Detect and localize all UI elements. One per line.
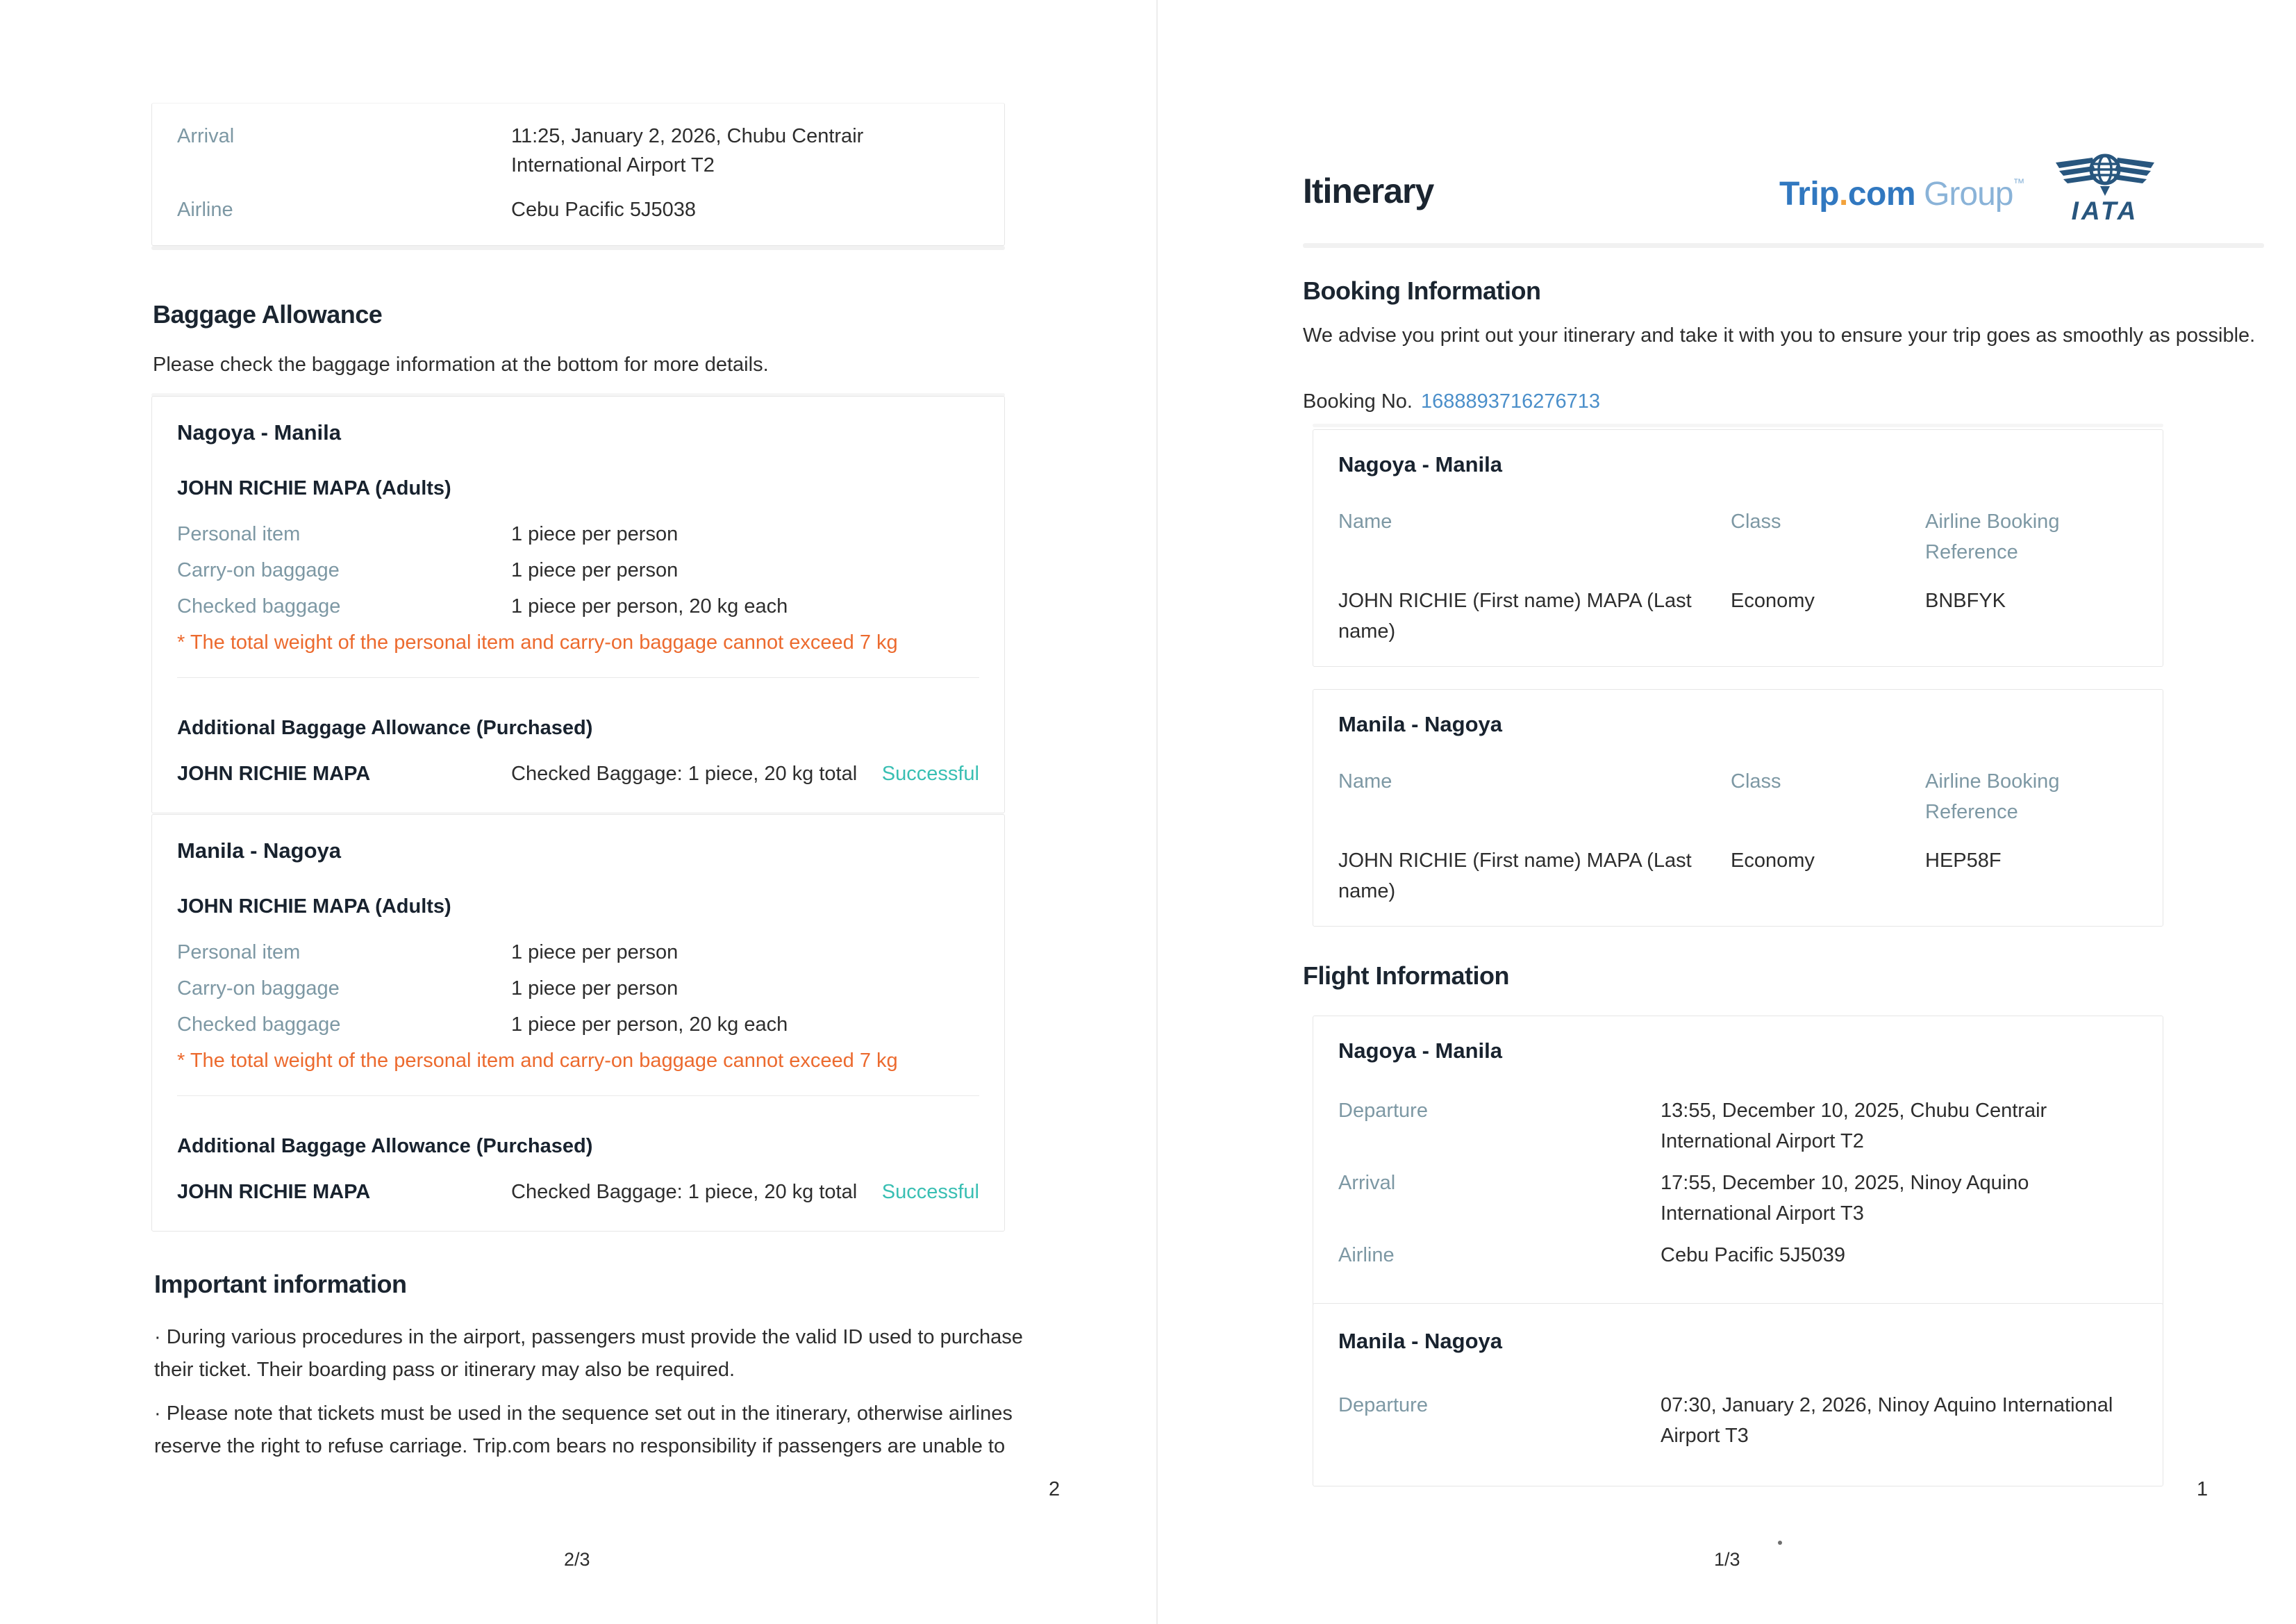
important-paragraph-1: · During various procedures in the airport, passengers must provide the valid ID used to purchase their ticket. Their boarding pass or itinerary may also be required. (154, 1326, 1023, 1381)
airline-row (177, 195, 979, 224)
baggage-card-manila-nagoya (151, 814, 1005, 1232)
booking-number-link[interactable]: 1688893716276713 (1421, 390, 1601, 413)
baggage-weight-note: * The total weight of the personal item and carry-on baggage cannot exceed 7 kg (177, 631, 898, 654)
scan-streak (151, 246, 1005, 250)
passenger-name: JOHN RICHIE MAPA (Adults) (177, 895, 451, 918)
checked-baggage-value: 1 piece per person, 20 kg each (511, 595, 788, 618)
additional-baggage-title: Additional Baggage Allowance (Purchased) (177, 1135, 593, 1157)
departure-label: Departure (1338, 1100, 1428, 1122)
carry-on-value: 1 piece per person (511, 977, 679, 1000)
additional-passenger-name: JOHN RICHIE MAPA (177, 1181, 371, 1203)
departure-row (1338, 1390, 2138, 1451)
booking-card-nagoya-manila (1313, 429, 2163, 667)
passenger-name-cell: JOHN RICHIE (First name) MAPA (Last name) (1338, 850, 1692, 902)
carry-on-label: Carry-on baggage (177, 559, 340, 581)
personal-item-row (177, 520, 979, 548)
route-title: Manila - Nagoya (1338, 712, 1502, 736)
booking-number-line (1303, 386, 1600, 417)
baggage-allowance-heading: Baggage Allowance (153, 300, 383, 329)
booking-table-row (1338, 845, 2138, 906)
route-title: Nagoya - Manila (1338, 452, 1502, 477)
page-footer: 1/3 (1714, 1549, 1740, 1570)
booking-table-header (1338, 766, 2138, 827)
additional-baggage-title: Additional Baggage Allowance (Purchased) (177, 717, 593, 739)
checked-baggage-label: Checked baggage (177, 595, 341, 618)
route-title: Manila - Nagoya (1338, 1329, 1502, 1353)
logo-com-text: com (1847, 176, 1916, 213)
logo-dot: . (1839, 176, 1848, 213)
booking-table-header (1338, 506, 2138, 567)
class-column-header: Class (1731, 770, 1781, 793)
iata-logo-icon (2053, 151, 2157, 226)
booking-card-manila-nagoya (1313, 689, 2163, 927)
page-boundary-line (1156, 0, 1158, 1624)
reference-cell: BNBFYK (1925, 590, 2006, 612)
flight-information-heading: Flight Information (1303, 961, 1509, 990)
checked-baggage-label: Checked baggage (177, 1013, 341, 1036)
important-information-heading: Important information (154, 1270, 407, 1298)
airline-value: Cebu Pacific 5J5039 (1661, 1244, 1845, 1266)
personal-item-label: Personal item (177, 523, 301, 545)
route-title: Nagoya - Manila (177, 420, 341, 445)
route-title: Manila - Nagoya (177, 838, 341, 863)
card-divider (177, 1095, 979, 1096)
personal-item-row (177, 938, 979, 966)
flight-card-manila-nagoya (1313, 1303, 2163, 1486)
carry-on-row (177, 975, 979, 1002)
checked-baggage-row (177, 1011, 979, 1038)
logo-group-text: Group (1924, 176, 2013, 213)
flight-card-nagoya-manila (1313, 1016, 2163, 1306)
arrival-row (177, 122, 979, 180)
personal-item-value: 1 piece per person (511, 941, 679, 963)
arrival-row (1338, 1168, 2138, 1229)
airline-label: Airline (1338, 1244, 1395, 1266)
booking-number-label: Booking No. (1303, 390, 1413, 413)
baggage-weight-note: * The total weight of the personal item and carry-on baggage cannot exceed 7 kg (177, 1050, 898, 1072)
arrival-value: 17:55, December 10, 2025, Ninoy Aquino International Airport T3 (1661, 1172, 2029, 1225)
trademark-symbol: ™ (2013, 176, 2024, 190)
airline-value: Cebu Pacific 5J5038 (511, 199, 696, 221)
passenger-name: JOHN RICHIE MAPA (Adults) (177, 477, 451, 499)
personal-item-value: 1 piece per person (511, 523, 679, 545)
route-title: Nagoya - Manila (1338, 1038, 1502, 1063)
page-number: 2 (1049, 1478, 1060, 1500)
checked-baggage-value: 1 piece per person, 20 kg each (511, 1013, 788, 1036)
booking-table-row (1338, 586, 2138, 647)
baggage-allowance-subtitle: Please check the baggage information at the bottom for more details. (153, 354, 769, 376)
flight-summary-card (151, 103, 1005, 246)
status-badge: Successful (881, 1181, 979, 1203)
scan-streak (1303, 243, 2264, 248)
personal-item-label: Personal item (177, 941, 301, 963)
status-badge: Successful (881, 763, 979, 785)
passenger-name-cell: JOHN RICHIE (First name) MAPA (Last name) (1338, 590, 1692, 643)
booking-advice-text: We advise you print out your itinerary and take it with you to ensure your trip goes as smoothly as possible. (1303, 324, 2256, 347)
arrival-label: Arrival (177, 125, 235, 147)
scan-streak (1313, 424, 2163, 427)
booking-information-heading: Booking Information (1303, 276, 1541, 305)
important-paragraph-2: · Please note that tickets must be used in the sequence set out in the itinerary, otherwise airlines reserve the right to refuse carriage. Trip.com bears no responsibility if passengers are unable to (154, 1402, 1013, 1457)
additional-baggage-detail: Checked Baggage: 1 piece, 20 kg total (511, 763, 858, 785)
departure-row (1338, 1095, 2138, 1157)
iata-emblem-icon (2053, 151, 2157, 197)
checked-baggage-row (177, 593, 979, 620)
additional-baggage-detail: Checked Baggage: 1 piece, 20 kg total (511, 1181, 858, 1203)
departure-label: Departure (1338, 1394, 1428, 1416)
logo-trip-text: Trip (1779, 176, 1840, 213)
airline-row (1338, 1240, 2138, 1270)
arrival-value: 11:25, January 2, 2026, Chubu Centrair International Airport T2 (511, 125, 864, 176)
additional-passenger-name: JOHN RICHIE MAPA (177, 763, 371, 785)
departure-value: 07:30, January 2, 2026, Ninoy Aquino International Airport T3 (1661, 1394, 2113, 1447)
name-column-header: Name (1338, 511, 1392, 533)
iata-logo-text: IATA (2071, 197, 2139, 225)
airline-label: Airline (177, 199, 233, 221)
additional-baggage-row (177, 760, 979, 788)
additional-baggage-row (177, 1178, 979, 1206)
carry-on-row (177, 556, 979, 584)
arrival-label: Arrival (1338, 1172, 1396, 1194)
page-number: 1 (2197, 1478, 2208, 1500)
carry-on-label: Carry-on baggage (177, 977, 340, 1000)
class-cell: Economy (1731, 850, 1815, 872)
card-divider (177, 677, 979, 678)
tripcom-group-logo (1779, 175, 2024, 213)
carry-on-value: 1 piece per person (511, 559, 679, 581)
class-column-header: Class (1731, 511, 1781, 533)
class-cell: Economy (1731, 590, 1815, 612)
reference-cell: HEP58F (1925, 850, 2002, 872)
name-column-header: Name (1338, 770, 1392, 793)
baggage-card-nagoya-manila (151, 396, 1005, 813)
page-footer: 2/3 (564, 1549, 590, 1570)
departure-value: 13:55, December 10, 2025, Chubu Centrair International Airport T2 (1661, 1100, 2047, 1152)
itinerary-title: Itinerary (1303, 172, 1434, 210)
reference-column-header: Airline Booking Reference (1925, 770, 2060, 823)
reference-column-header: Airline Booking Reference (1925, 511, 2060, 563)
scan-artifact-dot (1778, 1541, 1782, 1545)
